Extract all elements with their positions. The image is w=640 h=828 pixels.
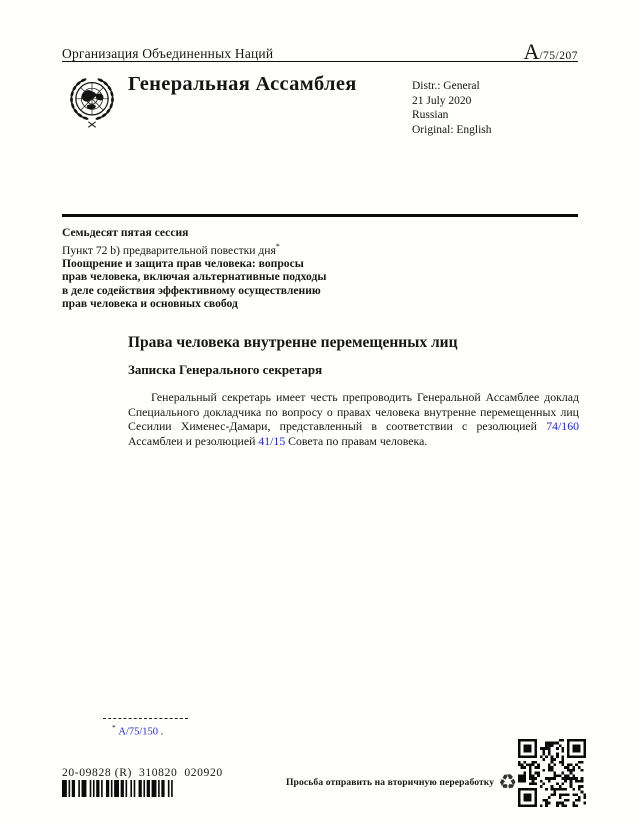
agenda-item: Пункт 72 b) предварительной повестки дня* bbox=[62, 241, 280, 257]
distribution-block bbox=[412, 79, 492, 137]
original-language-line: Original: English bbox=[412, 123, 492, 136]
resolution-link-41-15[interactable]: 41/15 bbox=[258, 434, 286, 449]
distr-line: Distr.: General bbox=[412, 80, 480, 92]
agenda-topic-line: Поощрение и защита прав человека: вопросы bbox=[62, 256, 304, 270]
un-emblem-icon bbox=[61, 72, 123, 138]
footnote-ref-asterisk: * bbox=[275, 241, 280, 251]
agenda-topic-line: в деле содействия эффективному осуществлению bbox=[62, 283, 321, 297]
date-line: 21 July 2020 bbox=[412, 94, 472, 107]
agenda-topic-line: прав человека и основных свобод bbox=[62, 297, 238, 311]
job-number: 20-09828 (R) 310820 020920 bbox=[62, 766, 223, 779]
language-line: Russian bbox=[412, 109, 449, 122]
recycle-note bbox=[286, 772, 517, 793]
document-subtitle: Записка Генерального секретаря bbox=[128, 362, 323, 377]
assembly-title: Генеральная Ассамблея bbox=[128, 73, 357, 95]
document-symbol-rest: /75/207 bbox=[539, 50, 578, 62]
resolution-link-74-160[interactable]: 74/160 bbox=[546, 419, 579, 434]
org-name: Организация Объединенных Наций bbox=[62, 46, 274, 61]
footnote: * A/75/150 . bbox=[112, 723, 164, 738]
body-paragraph: Генеральный секретарь имеет честь препроводить Генеральной Ассамблее доклад Специального докладчика по вопросу о правах человека внутренне перемещенных лиц Сесилии Хименес-Дамари, представленный в соответствии с резолюцией 74/160 Ассамблеи и резолюцией 41/15 Совета по правам человека. bbox=[128, 390, 579, 449]
footnote-separator bbox=[103, 718, 188, 719]
footnote-marker: * bbox=[112, 723, 116, 732]
agenda-topic-line: прав человека, включая альтернативные подходы bbox=[62, 270, 327, 284]
footnote-document-link[interactable]: A/75/150 bbox=[118, 726, 159, 738]
qr-code bbox=[518, 739, 586, 807]
recycle-icon: ♻ bbox=[498, 770, 518, 794]
document-title: Права человека внутренне перемещенных лиц bbox=[128, 334, 458, 351]
session-block bbox=[62, 226, 392, 311]
barcode bbox=[62, 780, 176, 797]
masthead-rule bbox=[62, 214, 578, 217]
document-symbol-initial: A bbox=[523, 39, 540, 64]
header-rule bbox=[62, 61, 578, 62]
recycle-note-text: Просьба отправить на вторичную переработку bbox=[286, 777, 495, 788]
session-title: Семьдесят пятая сессия bbox=[62, 226, 189, 239]
